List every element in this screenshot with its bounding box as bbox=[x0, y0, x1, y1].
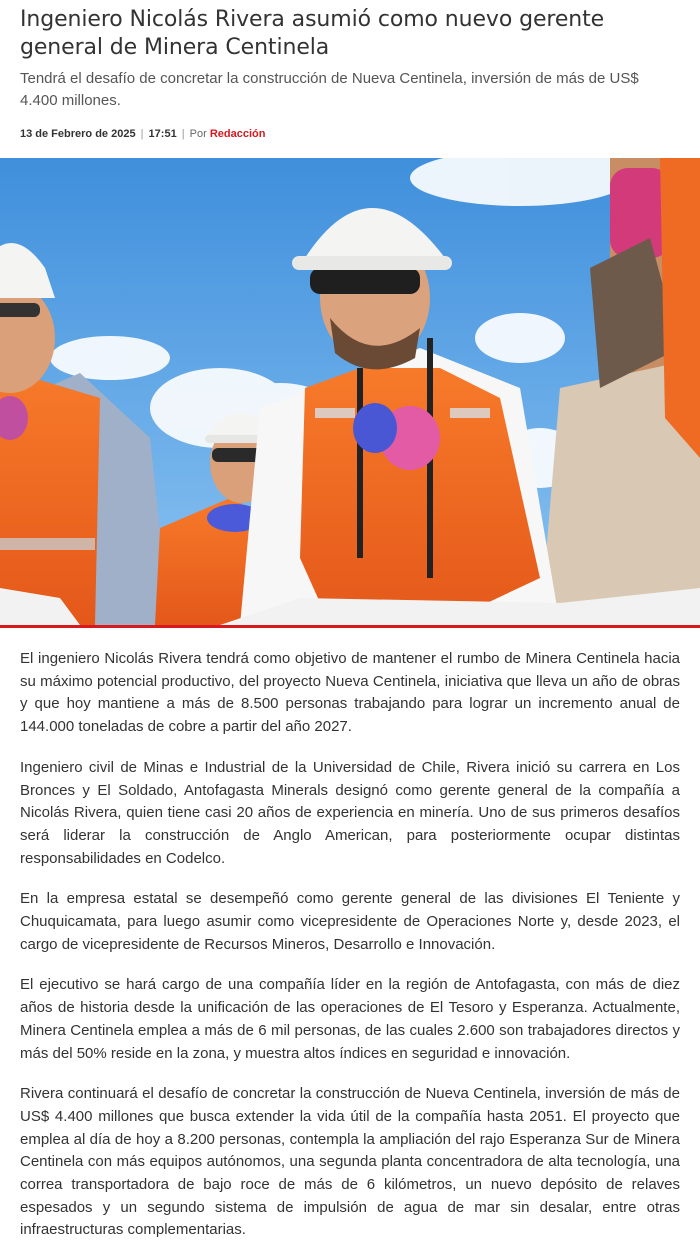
article-time: 17:51 bbox=[148, 128, 177, 140]
by-label: Por bbox=[189, 128, 207, 140]
article-paragraph: Ingeniero civil de Minas e Industrial de la Universidad de Chile, Rivera inició su carrera en Los Bronces y El Soldado, Antofagasta Minerals designó como gerente general de la compañía a Nicolás Rivera, quien tiene casi 20 años de experiencia en minería. Uno de sus primeros desafíos será liderar la construcción de Anglo American, para posteriormente ocupar distintas responsabilidades en Codelco. bbox=[20, 758, 680, 867]
article-paragraph: El ejecutivo se hará cargo de una compañía líder en la región de Antofagasta, con más de diez años de historia desde la unificación de las operaciones de El Tesoro y Esperanza. Actualmente, Minera Centinela emplea a más de 6 mil personas, de las cuales 2.600 son trabajadores directos y más del 50% reside en la zona, y muestra altos índices en seguridad e innovación. bbox=[20, 976, 680, 1062]
article-title: Ingeniero Nicolás Rivera asumió como nuevo gerente general de Minera Centinela bbox=[20, 7, 605, 60]
article-paragraph: En la empresa estatal se desempeñó como gerente general de las divisiones El Teniente y Chuquicamata, para luego asumir como vicepresidente de Operaciones Norte y, desde 2023, el cargo de vicepresidente de Recursos Mineros, Desarrollo e Innovación. bbox=[20, 890, 680, 953]
hero-image bbox=[0, 158, 700, 628]
article-date: 13 de Febrero de 2025 bbox=[20, 128, 136, 140]
article-meta bbox=[20, 127, 680, 141]
mining-workers-photo bbox=[0, 158, 700, 625]
article-subtitle: Tendrá el desafío de concretar la construcción de Nueva Centinela, inversión de más de US$ 4.400 millones. bbox=[20, 70, 639, 109]
meta-separator: | bbox=[181, 128, 185, 140]
article-paragraph: El ingeniero Nicolás Rivera tendrá como objetivo de mantener el rumbo de Minera Centinela hacia su máximo potencial productivo, del proyecto Nueva Centinela, iniciativa que lleva un año de obras y que hoy mantiene a más de 8.500 personas trabajando para lograr un incremento anual de 144.000 toneladas de cobre a partir del año 2027. bbox=[20, 650, 680, 736]
meta-separator: | bbox=[140, 128, 144, 140]
author-link[interactable]: Redacción bbox=[209, 128, 266, 140]
article-paragraph: Rivera continuará el desafío de concretar la construcción de Nueva Centinela, inversión de más de US$ 4.400 millones que busca extender la vida útil de la compañía hasta 2051. El proyecto que emplea al día de hoy a 8.200 personas, contempla la ampliación del rajo Esperanza Sur de Minera Centinela con más equipos autónomos, una segunda planta concentradora de alta tecnología, una correa transportadora de bajo roce de más de 6 kilómetros, un nuevo depósito de relaves espesados y un segundo sistema de impulsión de agua de mar sin desalar, entre otras infraestructuras complementarias. bbox=[20, 1085, 680, 1239]
article-body bbox=[20, 648, 680, 1260]
article-header bbox=[0, 0, 700, 141]
